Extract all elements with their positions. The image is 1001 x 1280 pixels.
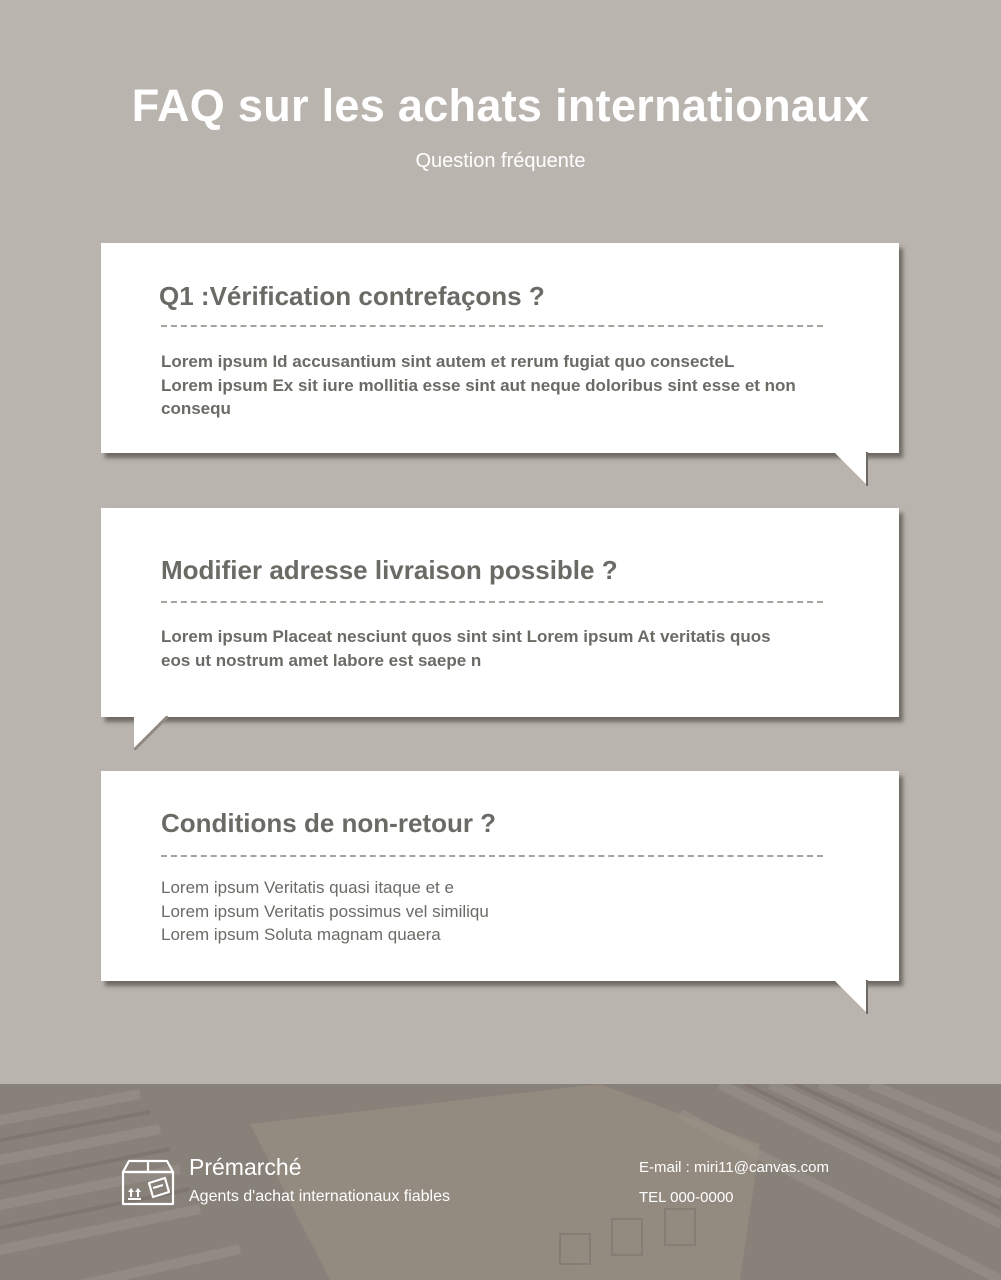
answer-line: eos ut nostrum amet labore est saepe n xyxy=(161,650,482,670)
speech-bubble-tail xyxy=(834,452,868,486)
faq-question: Q1 :Vérification contrefaçons ? xyxy=(159,281,545,311)
speech-bubble-tail xyxy=(134,716,168,750)
contact-email: E-mail : miri11@canvas.com xyxy=(639,1159,829,1176)
answer-line: Lorem ipsum Veritatis possimus vel similiqu xyxy=(161,901,489,921)
dashed-divider xyxy=(161,601,823,603)
faq-card-1 xyxy=(101,243,899,453)
contact-phone: TEL 000-0000 xyxy=(639,1189,734,1206)
page-subtitle: Question fréquente xyxy=(415,150,586,172)
faq-answer xyxy=(161,625,851,672)
answer-line: Lorem ipsum Veritatis quasi itaque et e xyxy=(161,878,454,897)
faq-answer xyxy=(161,350,851,421)
faq-answer xyxy=(161,876,851,947)
speech-bubble-tail xyxy=(834,980,868,1014)
faq-card-2 xyxy=(101,508,899,717)
footer xyxy=(0,1084,1001,1280)
package-box-icon xyxy=(121,1158,175,1206)
answer-line: Lorem ipsum Placeat nesciunt quos sint sint Lorem ipsum At veritatis quos xyxy=(161,627,771,646)
dashed-divider xyxy=(161,325,823,327)
answer-line: Lorem ipsum Id accusantium sint autem et rerum fugiat quo consecteL xyxy=(161,352,735,371)
brand-name: Prémarché xyxy=(189,1154,302,1180)
brand-tagline: Agents d'achat internationaux fiables xyxy=(189,1188,451,1205)
page-title: FAQ sur les achats internationaux xyxy=(131,80,870,131)
faq-question: Conditions de non-retour ? xyxy=(161,808,497,838)
faq-card-3 xyxy=(101,771,899,981)
answer-line: Lorem ipsum Soluta magnam quaera xyxy=(161,925,441,944)
dashed-divider xyxy=(161,855,823,857)
answer-line: Lorem ipsum Ex sit iure mollitia esse sint aut neque doloribus sint esse et non xyxy=(161,375,796,395)
faq-question: Modifier adresse livraison possible ? xyxy=(161,555,618,585)
answer-line: consequ xyxy=(161,399,231,418)
